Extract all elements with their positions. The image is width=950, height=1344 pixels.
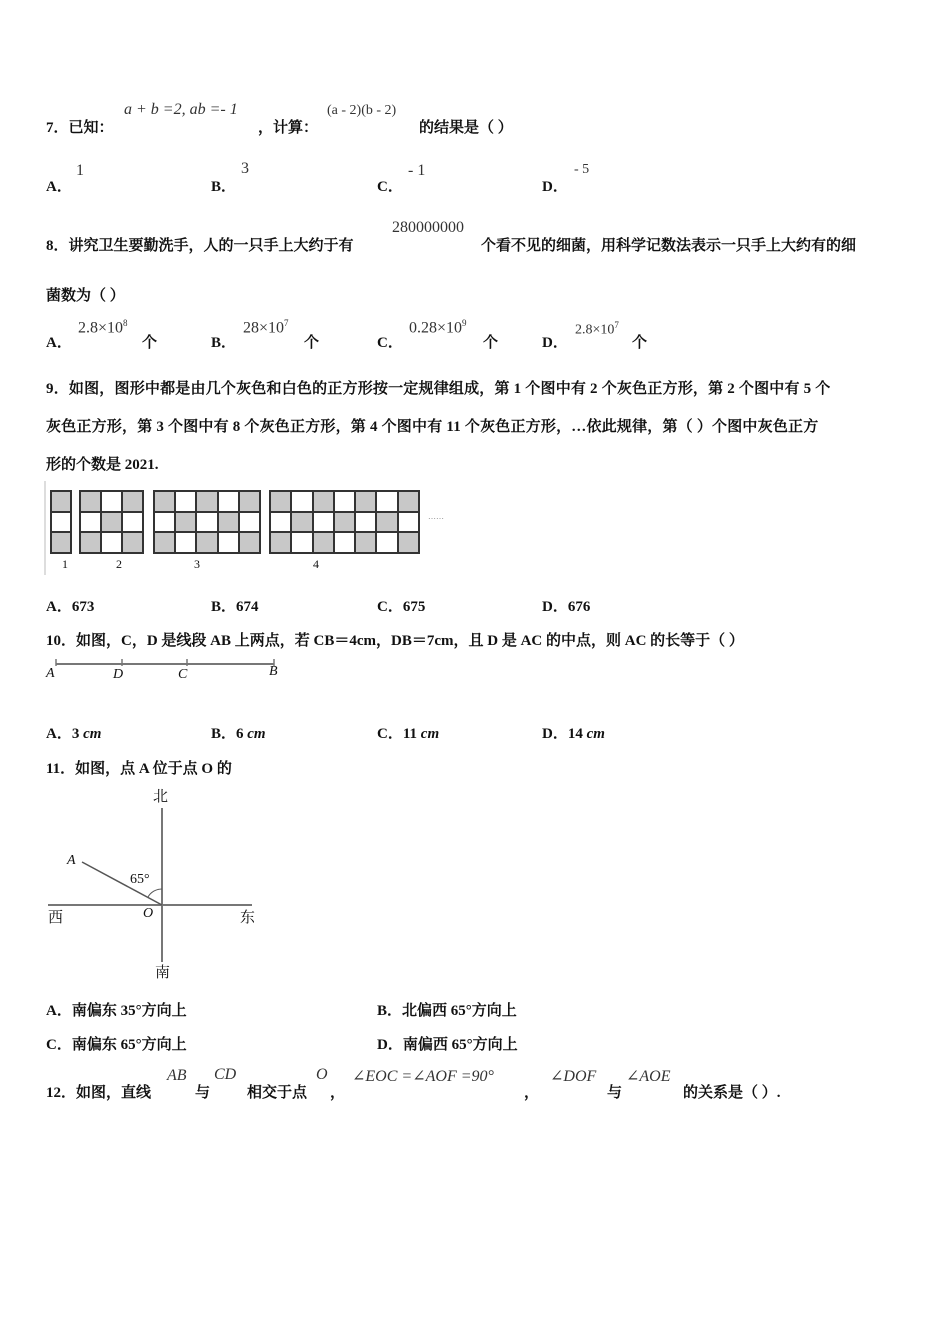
q9-option-b: B．674 [211, 599, 259, 615]
q7-option-b-label: B． [211, 179, 237, 195]
q12-yu-1: 与 [195, 1085, 211, 1101]
q8-option-b-unit: 个 [304, 335, 320, 351]
q7-option-b-value: 3 [241, 160, 249, 177]
q9-text-line2: 灰色正方形，第 3 个图中有 8 个灰色正方形，第 4 个图中有 11 个灰色正方形，…依此规律，第（ ）个图中灰色正方 [46, 419, 819, 435]
pattern-figure-1 [50, 490, 72, 554]
q7-number: 7．已知： [46, 120, 114, 136]
q7-given-expression: a + b =2, ab =- 1 [124, 101, 238, 118]
q9-option-a: A．673 [46, 599, 95, 615]
q7-expression: (a - 2)(b - 2) [327, 103, 397, 118]
q12-angle-dof: ∠DOF [550, 1068, 597, 1085]
pattern-figure-2 [79, 490, 144, 554]
figure-label-3: 3 [194, 557, 200, 571]
q11-option-d: D．南偏西 65°方向上 [377, 1037, 518, 1053]
q8-option-d-unit: 个 [632, 335, 648, 351]
point-c-label: C [178, 667, 188, 682]
q12-comma-1: ， [330, 1085, 346, 1101]
q10-option-a: A．3 cm [46, 726, 102, 742]
point-d-label: D [113, 667, 124, 682]
q8-text-part2: 个看不见的细菌，用科学记数法表示一只手上大约有的细 [481, 238, 857, 254]
point-a-label: A [67, 853, 76, 868]
q8-text-part1: 8．讲究卫生要勤洗手，人的一只手上大约于有 [46, 238, 354, 254]
q12-angle-aoe: ∠AOE [626, 1068, 671, 1085]
q8-option-b-label: B． [211, 335, 237, 351]
pattern-figure-4 [269, 490, 420, 554]
q7-option-d-label: D． [542, 179, 568, 195]
q10-option-d: D．14 cm [542, 726, 605, 742]
angle-label: 65° [130, 872, 150, 887]
figure-label-1: 1 [62, 557, 68, 571]
q12-line-cd: CD [214, 1066, 237, 1083]
figure-label-4: 4 [313, 557, 319, 571]
q8-option-a-unit: 个 [142, 335, 158, 351]
q7-option-a-label: A． [46, 179, 72, 195]
q9-text-line1: 9．如图，图形中都是由几个灰色和白色的正方形按一定规律组成，第 1 个图中有 2 个灰色正方形，第 2 个图中有 5 个 [46, 381, 831, 397]
q10-text: 10．如图，C，D 是线段 AB 上两点，若 CB＝4cm，DB＝7cm，且 D 是 AC 的中点，则 AC 的长等于（ ） [46, 633, 744, 649]
q11-option-c: C．南偏东 65°方向上 [46, 1037, 187, 1053]
figure-ellipsis: …… [428, 512, 444, 521]
q7-option-a-value: 1 [76, 162, 84, 179]
south-label: 南 [155, 965, 171, 981]
compass-diagram [40, 780, 280, 990]
q11-option-a: A．南偏东 35°方向上 [46, 1003, 187, 1019]
figure-label-2: 2 [116, 557, 122, 571]
q12-line-ab: AB [167, 1067, 187, 1084]
q12-condition: ∠EOC =∠AOF =90° [352, 1068, 494, 1085]
q9-option-c: C．675 [377, 599, 426, 615]
q12-mid-text: 相交于点 [247, 1085, 308, 1101]
q8-option-a-value: $2.8\times 10^8$ [78, 318, 128, 337]
q8-option-c-unit: 个 [483, 335, 499, 351]
north-label: 北 [153, 789, 169, 805]
q8-number: 280000000 [392, 219, 464, 236]
q10-option-c: C．11 cm [377, 726, 440, 742]
q10-option-b: B．6 cm [211, 726, 266, 742]
q8-option-d-label: D． [542, 335, 568, 351]
point-a-label: A [46, 666, 55, 681]
q11-option-b: B．北偏西 65°方向上 [377, 1003, 517, 1019]
q8-option-a-label: A． [46, 335, 72, 351]
q12-point-o: O [316, 1066, 328, 1083]
q12-number: 12．如图，直线 [46, 1085, 152, 1101]
q9-option-d: D．676 [542, 599, 591, 615]
q7-tail-text: 的结果是（ ） [419, 120, 513, 136]
q12-comma-2: ， [524, 1085, 540, 1101]
q8-text-line2: 菌数为（ ） [46, 288, 125, 304]
q8-option-b-value: $28\times 10^7$ [243, 318, 289, 337]
q7-option-c-label: C． [377, 179, 403, 195]
point-b-label: B [269, 664, 278, 679]
q7-option-c-value: - 1 [408, 162, 426, 179]
q11-text: 11．如图，点 A 位于点 O 的 [46, 761, 232, 777]
q12-yu-2: 与 [607, 1085, 623, 1101]
line-segment-diagram [44, 655, 294, 687]
q8-option-d-value: $2.8\times 10^7$ [575, 320, 619, 338]
east-label: 东 [240, 910, 256, 926]
figure-border [44, 481, 46, 575]
origin-label: O [143, 906, 154, 921]
q12-tail-text: 的关系是（ ）. [683, 1085, 781, 1101]
pattern-figure-3 [153, 490, 261, 554]
q7-option-d-value: - 5 [574, 162, 590, 177]
q8-option-c-value: $0.28\times 10^9$ [409, 318, 467, 337]
q8-option-c-label: C． [377, 335, 403, 351]
q9-text-line3: 形的个数是 2021. [46, 457, 159, 473]
q7-mid-text: ，计算： [258, 120, 319, 136]
west-label: 西 [48, 910, 64, 926]
